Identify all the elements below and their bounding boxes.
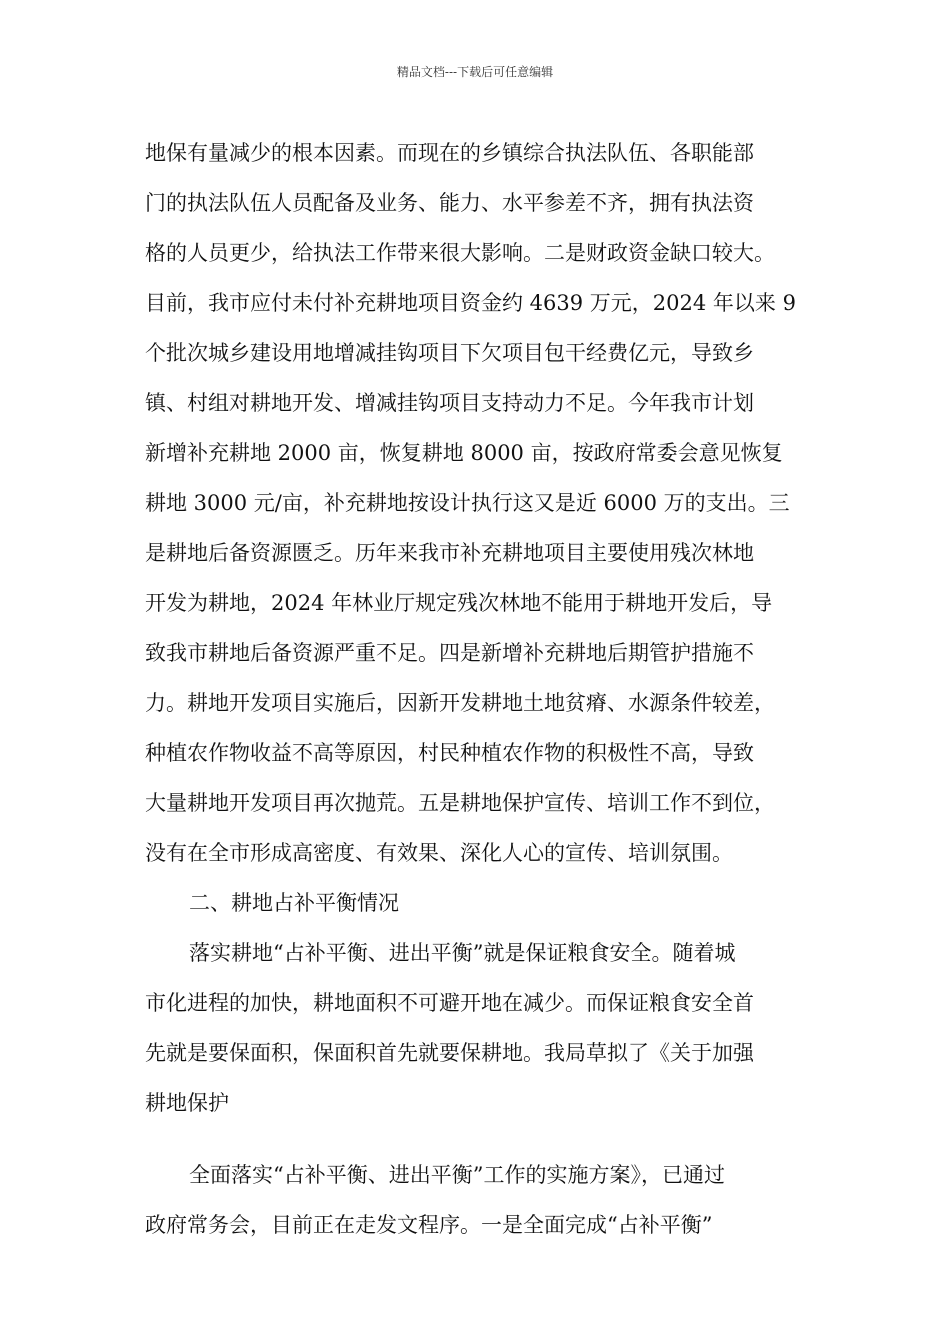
text-line: 耕地保护 [145, 1091, 229, 1115]
section-heading: 二、耕地占补平衡情况 [189, 891, 399, 915]
text-line: 市化进程的加快，耕地面积不可避开地在减少。而保证粮食安全首 [145, 991, 754, 1015]
text-line: 个批次城乡建设用地增减挂钩项目下欠项目包干经费亿元，导致乡 [145, 341, 754, 365]
text-line: 格的人员更少，给执法工作带来很大影响。二是财政资金缺口较大。 [145, 241, 775, 265]
text-line: 目前，我市应付未付补充耕地项目资金约 4639 万元，2024 年以来 9 [145, 291, 796, 315]
text-line: 地保有量减少的根本因素。而现在的乡镇综合执法队伍、各职能部 [145, 141, 754, 165]
text-line: 大量耕地开发项目再次抛荒。五是耕地保护宣传、培训工作不到位， [145, 791, 775, 815]
text-line: 先就是要保面积，保面积首先就要保耕地。我局草拟了《关于加强 [145, 1041, 754, 1065]
text-line: 门的执法队伍人员配备及业务、能力、水平参差不齐，拥有执法资 [145, 191, 754, 215]
text-line: 耕地 3000 元/亩，补充耕地按设计执行这又是近 6000 万的支出。三 [145, 491, 790, 515]
text-line: 新增补充耕地 2000 亩，恢复耕地 8000 亩，按政府常委会意见恢复 [145, 441, 783, 465]
text-line: 镇、村组对耕地开发、增减挂钩项目支持动力不足。今年我市计划 [145, 391, 754, 415]
text-line: 没有在全市形成高密度、有效果、深化人心的宣传、培训氛围。 [145, 841, 733, 865]
text-line: 力。耕地开发项目实施后，因新开发耕地土地贫瘠、水源条件较差， [145, 691, 775, 715]
text-line: 全面落实“占补平衡、进出平衡”工作的实施方案》，已通过 [189, 1163, 725, 1187]
text-line: 种植农作物收益不高等原因，村民种植农作物的积极性不高，导致 [145, 741, 754, 765]
text-line: 政府常务会，目前正在走发文程序。一是全面完成“占补平衡” [145, 1213, 713, 1237]
text-line: 开发为耕地，2024 年林业厅规定残次林地不能用于耕地开发后，导 [145, 591, 773, 615]
text-line: 致我市耕地后备资源严重不足。四是新增补充耕地后期管护措施不 [145, 641, 754, 665]
text-line: 是耕地后备资源匮乏。历年来我市补充耕地项目主要使用残次林地 [145, 541, 754, 565]
page-header: 精品文档---下载后可任意编辑 [396, 65, 554, 79]
document-body [145, 128, 835, 1250]
text-line: 落实耕地“占补平衡、进出平衡”就是保证粮食安全。随着城 [189, 941, 736, 965]
paragraph-gap [145, 1128, 835, 1150]
